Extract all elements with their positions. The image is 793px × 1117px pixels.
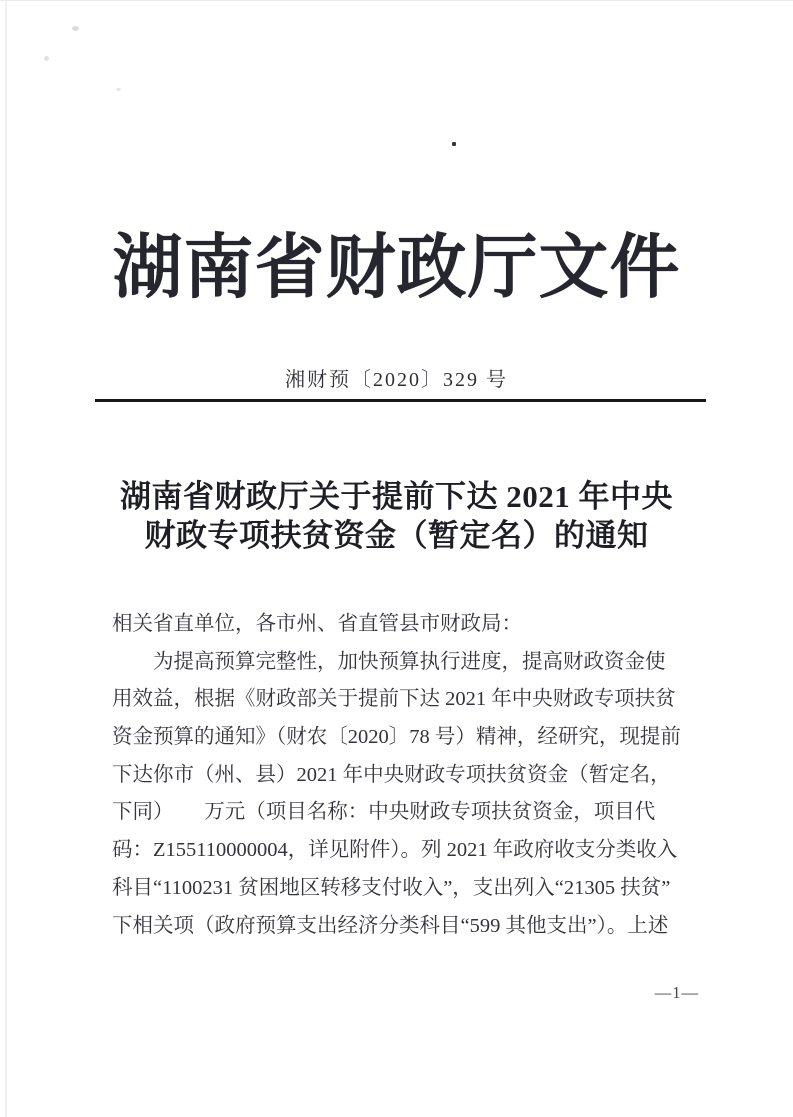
scan-artifact-smudge <box>44 56 49 61</box>
letterhead-agency-title: 湖南省财政厅文件 <box>112 230 681 307</box>
body-line: 为提高预算完整性，加快预算执行进度，提高财政资金使 <box>112 650 666 673</box>
page-number: —1— <box>654 983 699 1002</box>
document-body <box>112 606 704 945</box>
document-title-line-2: 财政专项扶贫资金（暂定名）的通知 <box>144 518 649 553</box>
body-line: 用效益，根据《财政部关于提前下达 2021 年中央财政专项扶贫 <box>112 688 676 711</box>
document-title <box>0 477 793 555</box>
scan-edge-left <box>5 0 7 1117</box>
body-line: 码：Z155110000004，详见附件）。列 2021 年政府收支分类收入 <box>112 839 678 862</box>
body-line: 下相关项（政府预算支出经济分类科目“599 其他支出”）。上述 <box>112 914 669 937</box>
letterhead-rule <box>95 399 706 402</box>
scan-edge-top <box>0 0 793 1</box>
body-line: 科目“1100231 贫困地区转移支付收入”，支出列入“21305 扶贫” <box>112 876 671 899</box>
body-line: 资金预算的通知》（财农〔2020〕78 号）精神，经研究，现提前 <box>112 726 681 749</box>
scan-artifact-ink-dot <box>452 142 456 146</box>
scan-artifact-smudge <box>116 88 121 91</box>
body-salutation: 相关省直单位，各市州、省直管县市财政局： <box>112 613 522 635</box>
body-line: 下达你市（州、县）2021 年中央财政专项扶贫资金（暂定名， <box>112 763 671 786</box>
scan-artifact-smudge <box>72 26 79 31</box>
document-title-line-1: 湖南省财政厅关于提前下达 2021 年中央 <box>120 479 673 514</box>
body-line: 下同） 万元（项目名称：中央财政专项扶贫资金，项目代 <box>112 801 656 824</box>
document-number: 湘财预〔2020〕329 号 <box>285 369 508 391</box>
